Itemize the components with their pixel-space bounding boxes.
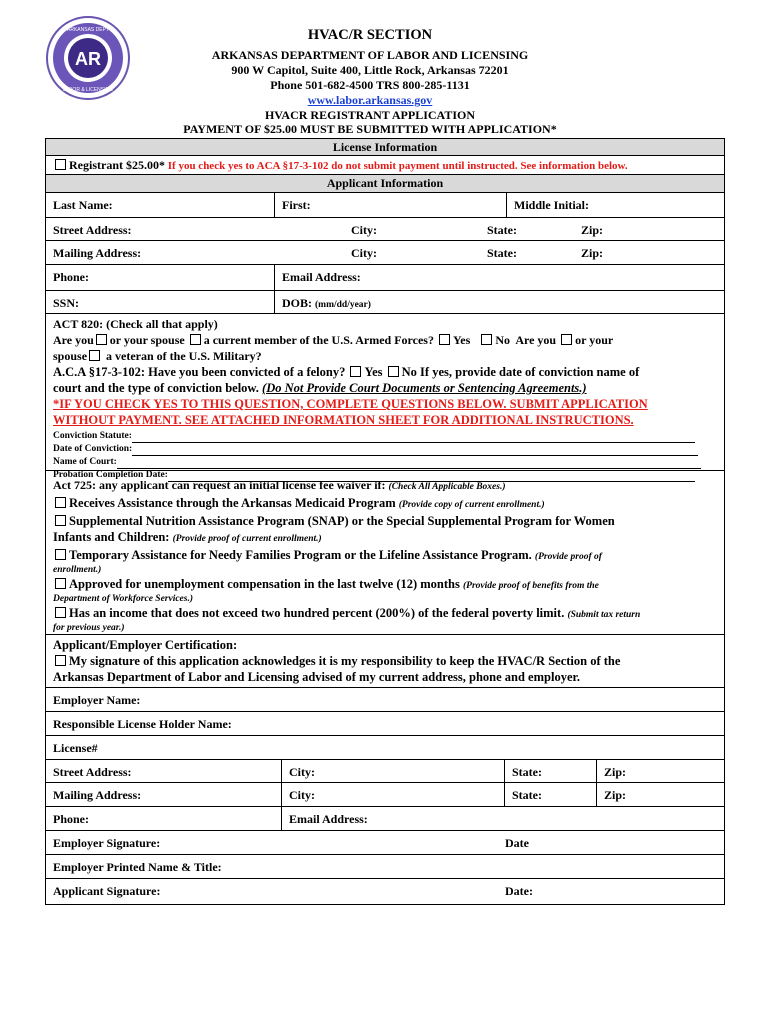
court-name-label: Name of Court: [53,457,117,467]
mailing-zip-field[interactable]: Zip: [581,246,604,260]
snap-label: Supplemental Nutrition Assistance Program (SNAP) or the Special Supplemental Program for Women [69,514,615,528]
act725-title: Act 725: any applicant can request an initial license fee waiver if: [53,478,389,492]
employer-city-field[interactable]: City: [281,760,504,782]
employer-printed-row [45,855,725,879]
applicant-signature-row [45,879,725,905]
middle-initial-field[interactable]: Middle Initial: [506,193,724,217]
registrant-note: If you check yes to ACA §17-3-102 do not submit payment until instructed. See information below. [165,160,628,172]
email-field[interactable]: Email Address: [274,265,724,290]
snap-checkbox[interactable] [55,515,66,526]
felony-instruction: court and the type of conviction below. [53,381,263,395]
dob-field[interactable] [274,291,724,313]
mailing-city-field[interactable]: City: [351,246,377,260]
employer-signature-field[interactable]: Employer Signature: [53,836,161,850]
license-info-row [45,156,725,175]
act820-label-g: a veteran of the U.S. Military? [106,349,262,363]
certification-title: Applicant/Employer Certification: [53,638,238,652]
act820-label-f: spouse [53,349,88,363]
self-active-checkbox[interactable] [96,334,107,345]
employer-street-row [45,760,725,783]
income-note-cont: for previous year.) [53,623,125,633]
spouse-veteran-checkbox[interactable] [89,350,100,361]
applicant-signature-date[interactable]: Date: [505,884,533,898]
conviction-date-label: Date of Conviction: [53,444,133,454]
svg-text:LABOR & LICENSING: LABOR & LICENSING [62,87,114,93]
income-note: (Submit tax return [567,610,641,620]
form-title: HVACR REGISTRANT APPLICATION [264,108,476,122]
act725-block [45,471,725,635]
unemployment-note-cont: Department of Workforce Services.) [53,594,194,604]
act820-title: ACT 820: (Check all that apply) [53,317,218,331]
felony-no-label: No If yes, provide date of conviction name of [401,365,640,379]
employer-mailing-row [45,783,725,807]
act725-note: (Check All Applicable Boxes.) [388,482,506,492]
department-name: ARKANSAS DEPARTMENT OF LABOR AND LICENSING [211,48,529,62]
military-no-checkbox[interactable] [481,334,492,345]
certification-checkbox[interactable] [55,655,66,666]
first-name-field[interactable]: First: [274,193,506,217]
tanf-note-cont: enrollment.) [53,565,102,575]
state-field[interactable]: State: [487,223,517,237]
mailing-row [45,241,725,265]
application-form [45,138,725,905]
svg-text:AR: AR [75,49,101,69]
court-name-input[interactable] [117,458,701,469]
zip-field[interactable]: Zip: [581,223,604,237]
income-label: Has an income that does not exceed two hundred percent (200%) of the federal poverty limit. [69,606,568,620]
employer-contact-row [45,807,725,831]
act820-label-e: or your [575,333,614,347]
street-address-field[interactable]: Street Address: [53,223,132,237]
felony-yes-label: Yes [364,365,383,379]
license-holder-row [45,712,725,736]
medicaid-checkbox[interactable] [55,497,66,508]
dob-label: DOB: [282,296,312,310]
employer-mailing-zip-field[interactable]: Zip: [596,783,724,806]
employer-zip-field[interactable]: Zip: [596,760,724,782]
payment-notice: PAYMENT OF $25.00 MUST BE SUBMITTED WITH APPLICATION* [183,122,557,136]
felony-warning-2: WITHOUT PAYMENT. SEE ATTACHED INFORMATION SHEET FOR ADDITIONAL INSTRUCTIONS. [53,413,634,427]
license-holder-field[interactable]: Responsible License Holder Name: [53,717,232,731]
military-yes-label: Yes [452,333,471,347]
ssn-field[interactable]: SSN: [53,296,80,310]
certification-block [45,635,725,688]
act820-label-b: or your spouse [109,333,185,347]
employer-mailing-field[interactable]: Mailing Address: [53,788,142,802]
department-seal-logo [45,15,131,101]
felony-yes-checkbox[interactable] [350,366,361,377]
employer-street-field[interactable]: Street Address: [53,765,132,779]
svg-text:ARKANSAS DEPT: ARKANSAS DEPT [67,27,109,33]
registrant-checkbox[interactable] [55,159,66,170]
department-phone: Phone 501-682-4500 TRS 800-285-1131 [270,78,470,92]
registrant-label: Registrant $25.00* [69,158,165,172]
employer-name-row [45,688,725,712]
tanf-label: Temporary Assistance for Needy Families Program or the Lifeline Assistance Program. [69,548,535,562]
conviction-statute-label: Conviction Statute: [53,431,132,441]
employer-signature-row [45,831,725,855]
felony-no-checkbox[interactable] [388,366,399,377]
applicant-info-header: Applicant Information [45,175,725,193]
license-number-row [45,736,725,760]
street-row [45,218,725,241]
employer-mailing-state-field[interactable]: State: [504,783,596,806]
certification-text-2: Arkansas Department of Labor and Licensing advised of my current address, phone and employer. [53,670,581,684]
ssn-row [45,291,725,314]
act820-label-d: Are you [515,333,557,347]
mailing-state-field[interactable]: State: [487,246,517,260]
conviction-date-input[interactable] [132,445,698,456]
employer-email-field[interactable]: Email Address: [281,807,724,830]
applicant-signature-field[interactable]: Applicant Signature: [53,884,161,898]
name-row [45,193,725,218]
felony-question: A.C.A §17-3-102: Have you been convicted of a felony? [53,365,346,379]
city-field[interactable]: City: [351,223,377,237]
spouse-active-checkbox[interactable] [190,334,201,345]
act820-label-a: Are you [53,333,94,347]
employer-signature-date[interactable]: Date [505,836,529,850]
license-number-field[interactable]: License# [53,741,98,755]
last-name-field[interactable]: Last Name: [53,198,113,212]
self-veteran-checkbox[interactable] [561,334,572,345]
act820-aca-block [45,314,725,480]
unemployment-checkbox[interactable] [55,578,66,589]
employer-state-field[interactable]: State: [504,760,596,782]
tanf-note: (Provide proof of [534,552,602,562]
medicaid-label: Receives Assistance through the Arkansas Medicaid Program [69,496,399,510]
employer-phone-field[interactable]: Phone: [53,812,89,826]
website-link[interactable]: www.labor.arkansas.gov [307,93,433,107]
unemployment-label: Approved for unemployment compensation in the last twelve (12) months [69,577,463,591]
felony-warning-1: *IF YOU CHECK YES TO THIS QUESTION, COMPLETE QUESTIONS BELOW. SUBMIT APPLICATION [53,397,648,411]
probation-date-label: Probation Completion Date: [53,470,168,480]
felony-instruction-note: (Do Not Provide Court Documents or Sentencing Agreements.) [262,381,587,395]
department-address: 900 W Capitol, Suite 400, Little Rock, Arkansas 72201 [231,63,509,77]
phone-field[interactable]: Phone: [53,270,89,284]
military-no-label: No [495,333,510,347]
tanf-checkbox[interactable] [55,549,66,560]
employer-name-field[interactable]: Employer Name: [53,693,141,707]
section-title: HVAC/R SECTION [307,27,433,43]
certification-text-1: My signature of this application acknowledges it is my responsibility to keep the HVAC/R Section of the [69,654,621,668]
conviction-statute-input[interactable] [132,432,695,443]
unemployment-note: (Provide proof of benefits from the [462,581,599,591]
snap-label-cont: Infants and Children: [53,530,173,544]
employer-mailing-city-field[interactable]: City: [281,783,504,806]
contact-row [45,265,725,291]
snap-note: (Provide proof of current enrollment.) [172,534,322,544]
military-yes-checkbox[interactable] [439,334,450,345]
license-info-header: License Information [45,139,725,156]
mailing-address-field[interactable]: Mailing Address: [53,246,142,260]
medicaid-note: (Provide copy of current enrollment.) [398,500,545,510]
income-checkbox[interactable] [55,607,66,618]
dob-format: (mm/dd/year) [315,300,371,310]
employer-printed-name-field[interactable]: Employer Printed Name & Title: [53,860,222,874]
act820-label-c: a current member of the U.S. Armed Forces? [203,333,434,347]
